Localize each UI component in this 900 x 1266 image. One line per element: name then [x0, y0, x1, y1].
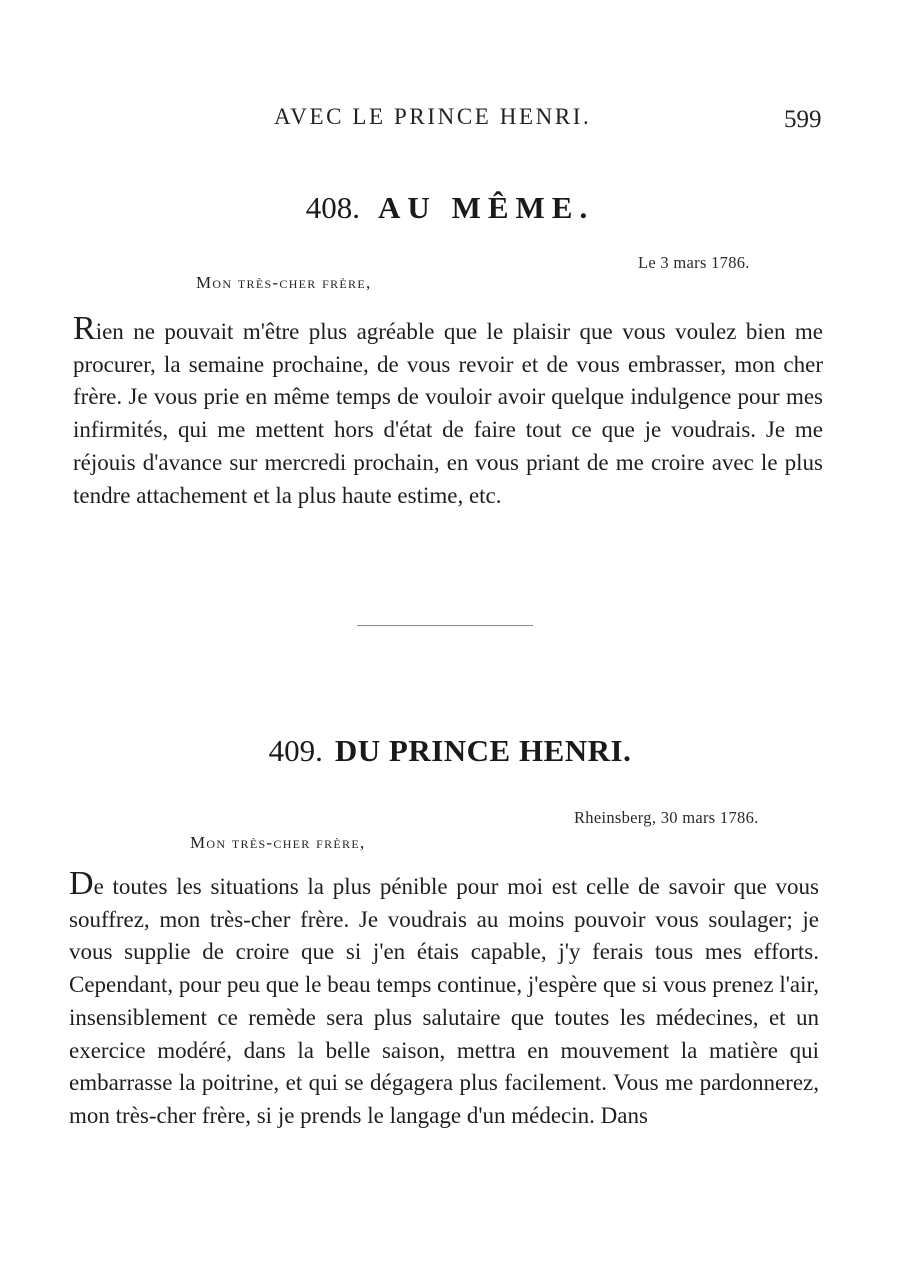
letter-salutation: Mon très-cher frère, — [190, 833, 366, 852]
letter-heading-408 — [0, 190, 900, 226]
letter-body: De toutes les situations la plus pénible pour moi est celle de savoir que vous souffrez, mon très-cher frère. Je voudrais au moins pouvoir vous soulager; je vous supplie de croire que si j'en étais capable, j'y ferais tous mes efforts. Cependant, pour peu que le beau temps continue, j'espère que si vous prenez l'air, insensiblement ce remède sera plus salutaire que toutes les médecines, et un exercice modéré, dans la belle saison, mettra en mouvement la matière qui embarrasse la poitrine, et qui se dégagera plus facilement. Vous me pardonnerez, mon très-cher frère, si je prends le langage d'un médecin. Dans — [69, 865, 819, 1128]
letter-number: 408. — [305, 190, 361, 225]
running-title: AVEC LE PRINCE HENRI. — [274, 104, 592, 129]
letter-date: Rheinsberg, 30 mars 1786. — [574, 808, 759, 827]
letter-number: 409. — [268, 733, 323, 768]
letter-title: AU MÊME. — [378, 190, 595, 225]
letter-body: Rien ne pouvait m'être plus agréable que le plaisir que vous voulez bien me procurer, la semaine prochaine, de vous revoir et de vous embrasser, mon cher frère. Je vous prie en même temps de vouloir avoir quelque indulgence pour mes infirmités, qui me mettent hors d'état de faire tout ce que je voudrais. Je me réjouis d'avance sur mercredi prochain, en vous priant de me croire avec le plus tendre attachement et la plus haute estime, etc. — [73, 310, 823, 508]
letter-heading-409 — [0, 733, 900, 769]
letter-date: Le 3 mars 1786. — [638, 253, 750, 272]
letter-salutation: Mon très-cher frère, — [196, 273, 372, 292]
page-number: 599 — [784, 106, 822, 133]
letter-title: DU PRINCE HENRI. — [334, 733, 632, 768]
section-divider — [357, 625, 533, 626]
running-head — [0, 104, 900, 136]
